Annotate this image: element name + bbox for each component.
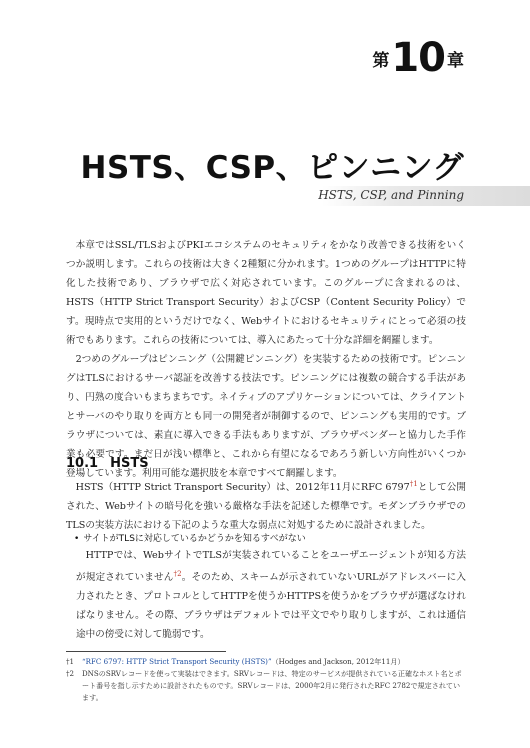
- footnotes: [66, 656, 466, 704]
- chapter-subtitle: HSTS, CSP, and Pinning: [318, 188, 464, 202]
- footnote-ref-1[interactable]: †1: [409, 480, 418, 488]
- chapter-title: HSTS、CSP、ピンニング: [80, 150, 464, 186]
- chapter-heading: [372, 35, 464, 81]
- section-heading: [66, 456, 149, 471]
- section-title: HSTS: [110, 456, 149, 471]
- footnote-link[interactable]: “RFC 6797: HTTP Strict Transport Security (HSTS)”: [82, 657, 272, 666]
- footnote-mark: †1: [66, 657, 75, 666]
- bullet-paragraph: [76, 546, 466, 644]
- chapter-prefix: 第: [372, 51, 390, 71]
- footnote-mark: †2: [66, 669, 75, 678]
- bullet-text-before: HTTPでは、WebサイトでTLSが実装されていることをユーザエージェントが知る方法が規定されていません: [76, 550, 466, 584]
- bullet-icon: •: [74, 534, 80, 544]
- footnote-1: [66, 656, 466, 668]
- footnote-divider: [66, 651, 226, 652]
- bullet-text: サイトがTLSに対応しているかどうかを知るすべがない: [83, 534, 306, 544]
- footnote-text: DNSのSRVレコードを使って実装はできます。SRVレコードは、特定のサービスが提供されている正確なホスト名とポート番号を指し示すために設計されたものです。SRVレコードは、2000年2月に発行されたRFC 2782で規定されています。: [82, 669, 462, 702]
- section-number: 10.1: [66, 456, 99, 471]
- section-text-before: HSTS（HTTP Strict Transport Security）は、2012年11月にRFC 6797: [75, 482, 410, 494]
- section-paragraph: [66, 475, 466, 535]
- intro-text: [66, 236, 466, 483]
- bullet-item: [74, 531, 306, 544]
- footnote-2: [66, 668, 466, 704]
- bullet-text-after: 。そのため、スキームが示されていないURLがアドレスバーに入力されたとき、プロトコルとしてHTTPを使うかHTTPSを使うかをブラウザが選ばなければなりません。その際、ブラウザはデフォルトでは平文でやり取りしますが、これは通信途中の傍受に対して脆弱です。: [76, 572, 466, 641]
- section-text: [66, 475, 466, 535]
- bullet-body: [76, 546, 466, 644]
- section-text-after: として公開された、Webサイトの暗号化を強いる厳格な手法を記述した標準です。モダンブラウザでのTLSの実装方法における下記のような重大な弱点に対処するために設計されました。: [66, 482, 466, 532]
- chapter-suffix: 章: [447, 51, 464, 71]
- footnote-text: （Hodges and Jackson, 2012年11月）: [271, 657, 405, 666]
- chapter-number: 10: [391, 35, 445, 81]
- intro-paragraph-2: 2つめのグループはピンニング（公開鍵ピンニング）を実装するための技術です。ピンニングはTLSにおけるサーバ認証を改善する技法です。ピンニングには複数の競合する手法があり、円熟の度合いもまちまちです。ネイティブのアプリケーションについては、クライアントとサーバのやり取りを両方とも同一の開発者が制御するので、ピンニングも実用的です。ブラウザについては、素直に導入できる手法もありますが、ブラウザベンダーと協力した手作業も必要です。まだ日が浅い標準と、これから有望になるであろう新しい方向性がいくつか登場しています。利用可能な選択肢を本章ですべて網羅します。: [66, 354, 466, 479]
- footnote-ref-2[interactable]: †2: [173, 570, 182, 578]
- intro-paragraph-1: 本章ではSSL/TLSおよびPKIエコシステムのセキュリティをかなり改善できる技術をいくつか説明します。これらの技術は大きく2種類に分かれます。1つめのグループはHTTPに特化した技術であり、ブラウザで広く対応されています。このグループに含まれるのは、HSTS（HTTP Strict Transport Security）およびCSP（Content Security Policy）です。現時点で実用的というだけでなく、Webサイトにおけるセキュリティにとって必須の技術でもあります。これらの技術については、導入にあたって十分な詳細を網羅します。: [66, 240, 466, 346]
